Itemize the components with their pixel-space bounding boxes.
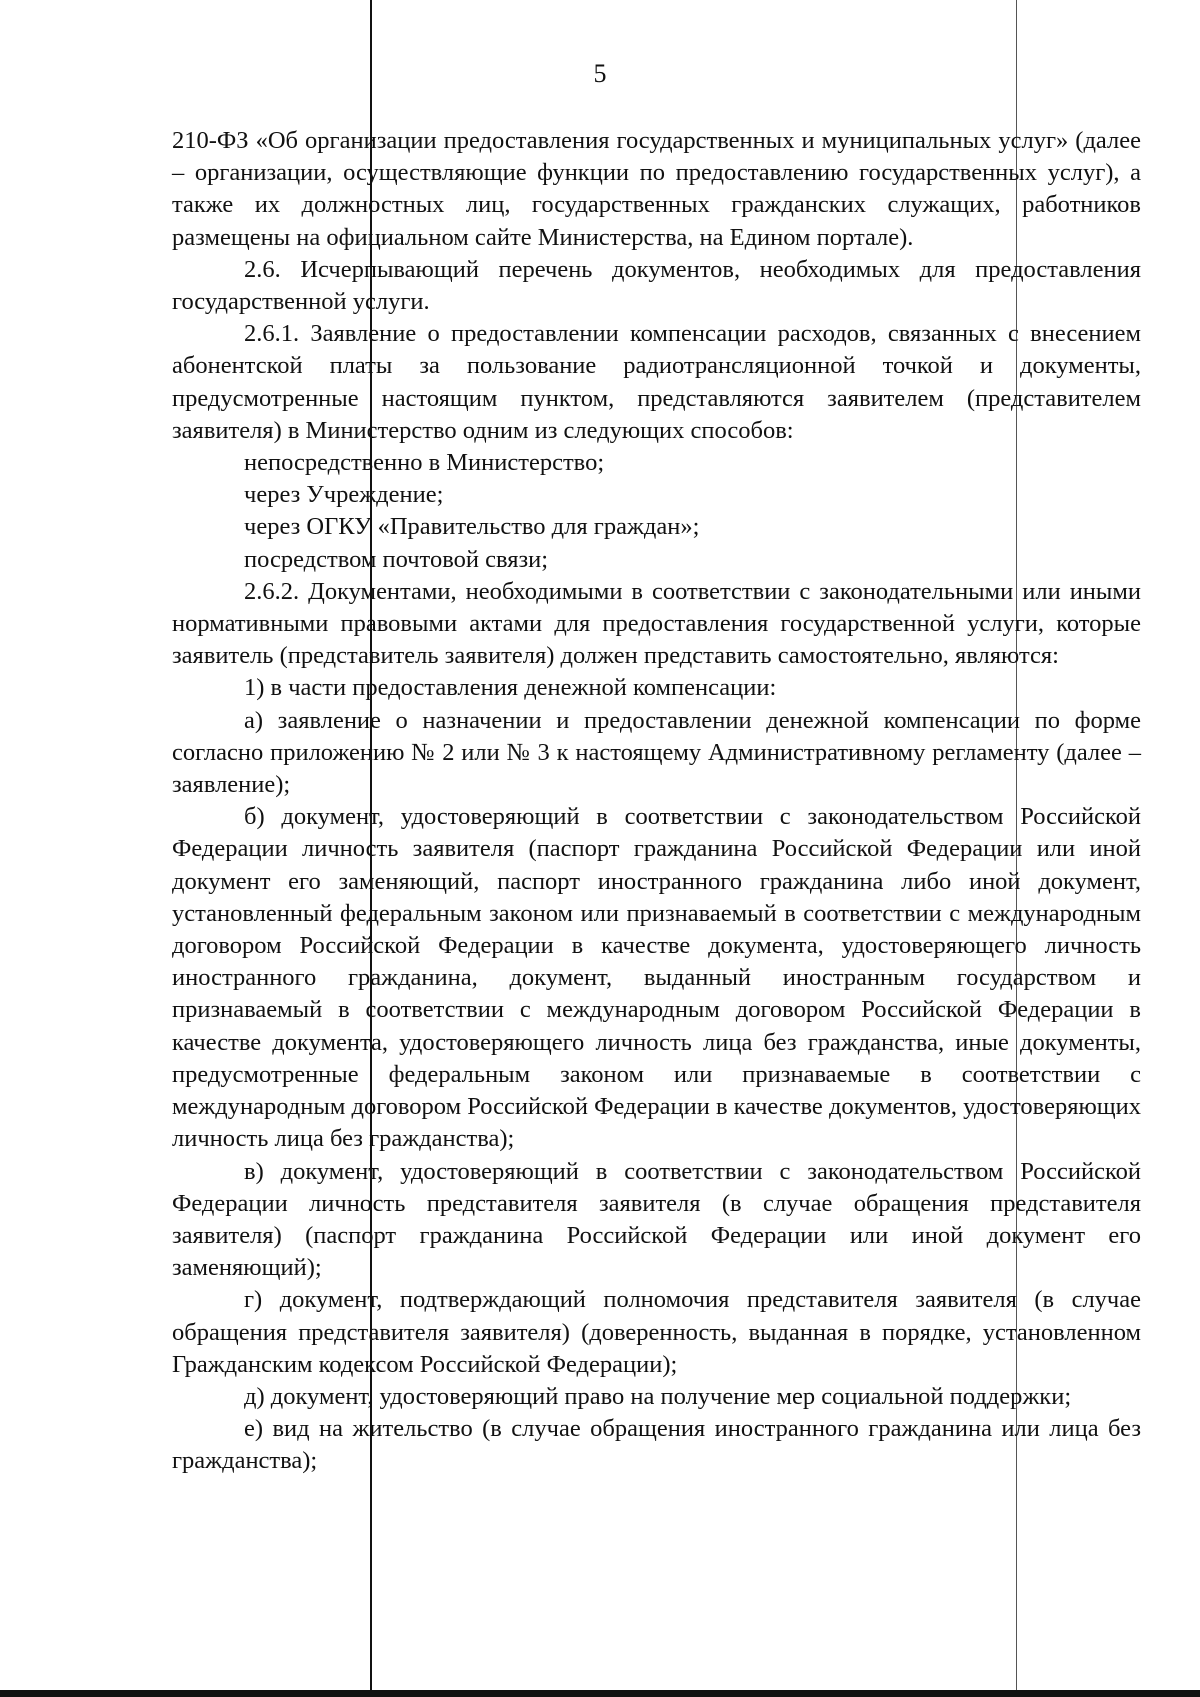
paragraph-2-6-2: 2.6.2. Документами, необходимыми в соответствии с законодательными или иными нормативными правовыми актами для предоставления государственной услуги, которые заявитель (представитель заявителя) должен представить самостоятельно, являются: (172, 577, 1141, 670)
document-body (172, 125, 1141, 1478)
paragraph-continuation: 210-ФЗ «Об организации предоставления государственных и муниципальных услуг» (далее – организации, осуществляющие функции по предоставлению государственных услуг), а также их должностных лиц, государственных гражданских служащих, работников размещены на официальном сайте Министерства, на Едином портале). (172, 127, 1141, 251)
page-number: 5 (593, 59, 607, 88)
list-item: г) документ, подтверждающий полномочия представителя заявителя (в случае обращения представителя заявителя) (доверенность, выданная в порядке, установленном Гражданским кодексом Российской Федерации); (172, 1286, 1141, 1378)
list-item: е) вид на жительство (в случае обращения иностранного гражданина или лица без гражданства); (172, 1415, 1141, 1475)
list-item: д) документ, удостоверяющий право на получение мер социальной поддержки; (244, 1382, 1072, 1410)
list-item: а) заявление о назначении и предоставлении денежной компенсации по форме согласно приложению № 2 или № 3 к настоящему Административному регламенту (далее – заявление); (172, 706, 1141, 799)
paragraph-2-6-1: 2.6.1. Заявление о предоставлении компенсации расходов, связанных с внесением абонентской платы за пользование радиотрансляционной точкой и документы, предусмотренные настоящим пунктом, представляются заявителем (представителем заявителя) в Министерство одним из следующих способов: (172, 320, 1141, 444)
list-item: 1) в части предоставления денежной компенсации: (244, 674, 777, 702)
list-item: через ОГКУ «Правительство для граждан»; (244, 513, 700, 541)
scan-bottom-border (0, 1690, 1200, 1697)
list-item: непосредственно в Министерство; (244, 449, 605, 477)
list-item: в) документ, удостоверяющий в соответствии с законодательством Российской Федерации личность представителя заявителя (в случае обращения представителя заявителя) (паспорт гражданина Российской Федерации или иной документ его заменяющий); (172, 1157, 1141, 1282)
list-item: б) документ, удостоверяющий в соответствии с законодательством Российской Федерации личность заявителя (паспорт гражданина Российской Федерации или иной документ его заменяющий, паспорт иностранного гражданина либо иной документ, установленный федеральным законом или признаваемый в соответствии с международным договором Российской Федерации в качестве документа, удостоверяющего личность иностранного гражданина, документ, выданный иностранным государством и признаваемый в соответствии с международным договором Российской Федерации в качестве документа, удостоверяющего личность лица без гражданства, иные документы, предусмотренные федеральным законом или признаваемые в соответствии с международным договором Российской Федерации в качестве документов, удостоверяющих личность лица без гражданства); (172, 803, 1141, 1153)
section-heading-2-6: 2.6. Исчерпывающий перечень документов, необходимых для предоставления государственной услуги. (172, 255, 1141, 316)
list-item: посредством почтовой связи; (244, 545, 549, 573)
list-item: через Учреждение; (244, 481, 444, 509)
